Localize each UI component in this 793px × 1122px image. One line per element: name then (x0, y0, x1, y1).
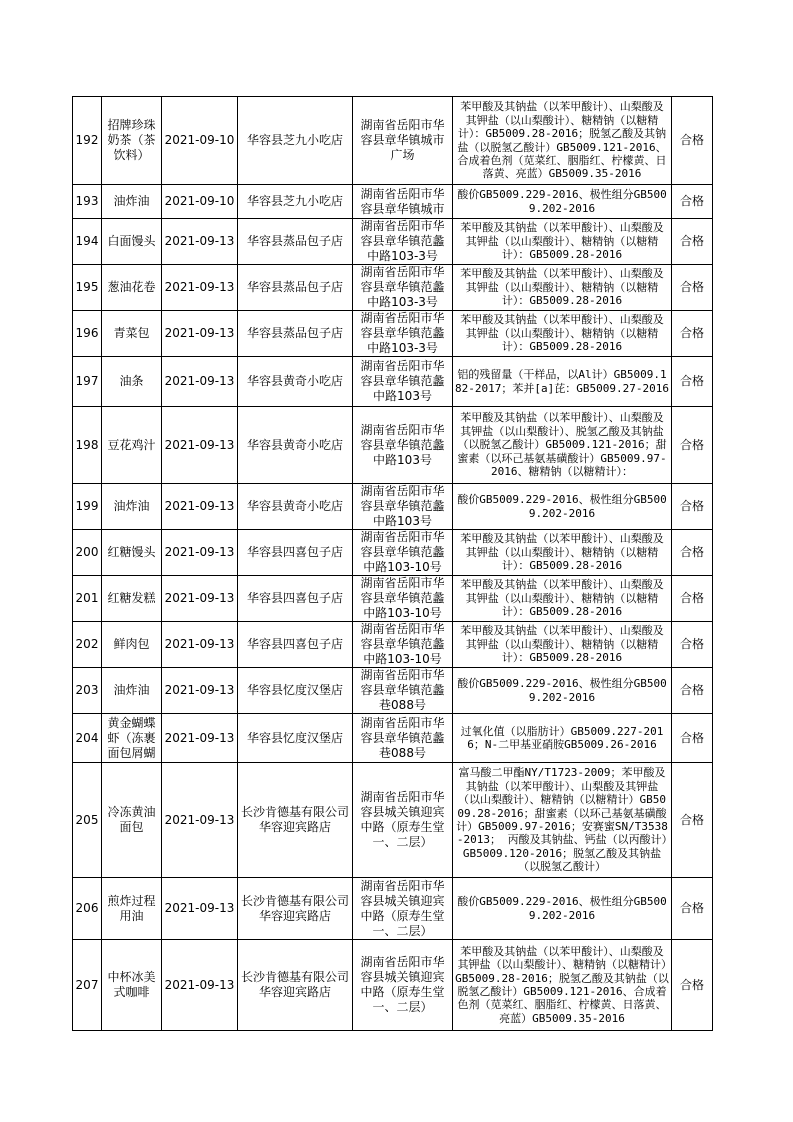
cell-result: 合格 (672, 878, 713, 940)
cell-result: 合格 (672, 576, 713, 622)
cell-shop: 长沙肯德基有限公司华容迎宾路店 (238, 878, 353, 940)
cell-no: 199 (73, 484, 102, 530)
cell-shop: 华容县蒸品包子店 (238, 265, 353, 311)
cell-product-name: 青菜包 (102, 311, 162, 357)
cell-shop: 长沙肯德基有限公司华容迎宾路店 (238, 940, 353, 1031)
table-row (73, 185, 713, 219)
cell-date: 2021-09-13 (162, 940, 238, 1031)
cell-no: 204 (73, 714, 102, 763)
cell-address: 湖南省岳阳市华容县章华镇城市广场 (353, 97, 453, 185)
table-row (73, 668, 713, 714)
cell-date: 2021-09-13 (162, 576, 238, 622)
cell-address: 湖南省岳阳市华容县章华镇范蠡中路103-3号 (353, 311, 453, 357)
cell-date: 2021-09-13 (162, 407, 238, 484)
cell-address: 湖南省岳阳市华容县章华镇范蠡中路103号 (353, 407, 453, 484)
cell-result: 合格 (672, 97, 713, 185)
cell-product-name: 红糖发糕 (102, 576, 162, 622)
cell-result: 合格 (672, 940, 713, 1031)
cell-result: 合格 (672, 265, 713, 311)
cell-result: 合格 (672, 530, 713, 576)
cell-result: 合格 (672, 668, 713, 714)
cell-shop: 华容县芝九小吃店 (238, 185, 353, 219)
cell-result: 合格 (672, 185, 713, 219)
table-row (73, 576, 713, 622)
cell-address: 湖南省岳阳市华容县章华镇范蠡中路103-10号 (353, 576, 453, 622)
cell-test-items: 苯甲酸及其钠盐（以苯甲酸计）、山梨酸及其钾盐（以山梨酸计）、脱氢乙酸及其钠盐（以脱氢乙酸计）GB5009.121-2016；甜蜜素（以环己基氨基磺酸计）GB5009.97-2016、糖精钠（以糖精计）： (453, 407, 672, 484)
cell-address: 湖南省岳阳市华容县城关镇迎宾中路（原寿生堂一、二层） (353, 763, 453, 878)
cell-product-name: 红糖馒头 (102, 530, 162, 576)
cell-shop: 华容县蒸品包子店 (238, 311, 353, 357)
table-body (73, 97, 713, 1031)
cell-result: 合格 (672, 763, 713, 878)
cell-test-items: 苯甲酸及其钠盐（以苯甲酸计）、山梨酸及其钾盐（以山梨酸计）、糖精钠（以糖精计）：GB5009.28-2016 (453, 530, 672, 576)
cell-date: 2021-09-13 (162, 484, 238, 530)
cell-address: 湖南省岳阳市华容县章华镇范蠡中路103-10号 (353, 622, 453, 668)
cell-test-items: 铝的残留量（干样品，以Al计）GB5009.182-2017；苯并[a]芘：GB5009.27-2016 (453, 357, 672, 407)
cell-shop: 华容县四喜包子店 (238, 622, 353, 668)
cell-no: 205 (73, 763, 102, 878)
cell-product-name: 鲜肉包 (102, 622, 162, 668)
cell-test-items: 苯甲酸及其钠盐（以苯甲酸计）、山梨酸及其钾盐（以山梨酸计）、糖精钠（以糖精计）：GB5009.28-2016；脱氢乙酸及其钠盐（以脱氢乙酸计）GB5009.121-2016、合成着色剂（苋菜红、胭脂红、柠檬黄、日落黄、亮蓝）GB5009.35-2016 (453, 97, 672, 185)
cell-address: 湖南省岳阳市华容县章华镇范蠡中路103号 (353, 357, 453, 407)
table-row (73, 622, 713, 668)
cell-product-name: 白面馒头 (102, 219, 162, 265)
table-row (73, 97, 713, 185)
cell-product-name: 中杯冰美式咖啡 (102, 940, 162, 1031)
document-page (72, 96, 712, 1031)
cell-product-name: 油炸油 (102, 484, 162, 530)
cell-shop: 华容县四喜包子店 (238, 530, 353, 576)
cell-date: 2021-09-13 (162, 530, 238, 576)
cell-shop: 华容县黄奇小吃店 (238, 484, 353, 530)
cell-address: 湖南省岳阳市华容县章华镇范蠡巷088号 (353, 714, 453, 763)
cell-result: 合格 (672, 311, 713, 357)
inspection-results-table (72, 96, 713, 1031)
cell-shop: 华容县黄奇小吃店 (238, 357, 353, 407)
cell-test-items: 苯甲酸及其钠盐（以苯甲酸计）、山梨酸及其钾盐（以山梨酸计）、糖精钠（以糖精计）：GB5009.28-2016 (453, 265, 672, 311)
cell-test-items: 苯甲酸及其钠盐（以苯甲酸计）、山梨酸及其钾盐（以山梨酸计）、糖精钠（以糖精计）：GB5009.28-2016 (453, 219, 672, 265)
cell-no: 194 (73, 219, 102, 265)
cell-address: 湖南省岳阳市华容县城关镇迎宾中路（原寿生堂一、二层） (353, 878, 453, 940)
cell-no: 201 (73, 576, 102, 622)
cell-result: 合格 (672, 357, 713, 407)
cell-test-items: 酸价GB5009.229-2016、极性组分GB5009.202-2016 (453, 484, 672, 530)
cell-test-items: 苯甲酸及其钠盐（以苯甲酸计）、山梨酸及其钾盐（以山梨酸计）、糖精钠（以糖精计）GB5009.28-2016；脱氢乙酸及其钠盐（以脱氢乙酸计）GB5009.121-2016、合成着色剂（苋菜红、胭脂红、柠檬黄、日落黄、亮蓝）GB5009.35-2016 (453, 940, 672, 1031)
table-row (73, 265, 713, 311)
table-row (73, 407, 713, 484)
cell-address: 湖南省岳阳市华容县章华镇范蠡中路103号 (353, 484, 453, 530)
cell-result: 合格 (672, 484, 713, 530)
cell-no: 202 (73, 622, 102, 668)
cell-result: 合格 (672, 622, 713, 668)
cell-no: 203 (73, 668, 102, 714)
cell-no: 196 (73, 311, 102, 357)
cell-date: 2021-09-13 (162, 357, 238, 407)
cell-shop: 华容县忆度汉堡店 (238, 668, 353, 714)
cell-shop: 华容县芝九小吃店 (238, 97, 353, 185)
cell-date: 2021-09-10 (162, 185, 238, 219)
cell-test-items: 酸价GB5009.229-2016、极性组分GB5009.202-2016 (453, 185, 672, 219)
cell-no: 192 (73, 97, 102, 185)
cell-date: 2021-09-13 (162, 265, 238, 311)
cell-test-items: 苯甲酸及其钠盐（以苯甲酸计）、山梨酸及其钾盐（以山梨酸计）、糖精钠（以糖精计）：GB5009.28-2016 (453, 622, 672, 668)
cell-result: 合格 (672, 714, 713, 763)
cell-address: 湖南省岳阳市华容县章华镇范蠡中路103-3号 (353, 265, 453, 311)
cell-no: 197 (73, 357, 102, 407)
cell-date: 2021-09-13 (162, 714, 238, 763)
cell-shop: 华容县四喜包子店 (238, 576, 353, 622)
cell-product-name: 油条 (102, 357, 162, 407)
cell-address: 湖南省岳阳市华容县章华镇范蠡中路103-3号 (353, 219, 453, 265)
cell-no: 198 (73, 407, 102, 484)
cell-product-name: 豆花鸡汁 (102, 407, 162, 484)
cell-no: 200 (73, 530, 102, 576)
cell-shop: 华容县黄奇小吃店 (238, 407, 353, 484)
table-row (73, 714, 713, 763)
cell-test-items: 酸价GB5009.229-2016、极性组分GB5009.202-2016 (453, 878, 672, 940)
cell-test-items: 酸价GB5009.229-2016、极性组分GB5009.202-2016 (453, 668, 672, 714)
table-row (73, 484, 713, 530)
cell-product-name: 黄金蝴蝶虾（冻裹面包屑蝴 (102, 714, 162, 763)
cell-product-name: 油炸油 (102, 668, 162, 714)
cell-product-name: 葱油花卷 (102, 265, 162, 311)
cell-date: 2021-09-13 (162, 622, 238, 668)
cell-test-items: 富马酸二甲酯NY/T1723-2009；苯甲酸及其钠盐（以苯甲酸计）、山梨酸及其钾盐（以山梨酸计）、糖精钠（以糖精计）GB5009.28-2016；甜蜜素（以环己基氨基磺酸计）GB5009.97-2016；安赛蜜SN/T3538-2013； 丙酸及其钠盐、钙盐（以丙酸计）GB5009.120-2016；脱氢乙酸及其钠盐（以脱氢乙酸计） (453, 763, 672, 878)
cell-test-items: 苯甲酸及其钠盐（以苯甲酸计）、山梨酸及其钾盐（以山梨酸计）、糖精钠（以糖精计）：GB5009.28-2016 (453, 311, 672, 357)
cell-no: 206 (73, 878, 102, 940)
cell-no: 193 (73, 185, 102, 219)
cell-address: 湖南省岳阳市华容县章华镇范蠡巷088号 (353, 668, 453, 714)
cell-test-items: 过氧化值（以脂肪计）GB5009.227-2016；N-二甲基亚硝胺GB5009.26-2016 (453, 714, 672, 763)
cell-date: 2021-09-13 (162, 219, 238, 265)
table-row (73, 311, 713, 357)
cell-shop: 华容县蒸品包子店 (238, 219, 353, 265)
cell-date: 2021-09-13 (162, 763, 238, 878)
table-row (73, 357, 713, 407)
cell-result: 合格 (672, 219, 713, 265)
cell-product-name: 冷冻黄油面包 (102, 763, 162, 878)
table-row (73, 219, 713, 265)
cell-product-name: 油炸油 (102, 185, 162, 219)
table-row (73, 878, 713, 940)
cell-address: 湖南省岳阳市华容县城关镇迎宾中路（原寿生堂一、二层） (353, 940, 453, 1031)
cell-date: 2021-09-10 (162, 97, 238, 185)
table-row (73, 763, 713, 878)
cell-no: 195 (73, 265, 102, 311)
cell-address: 湖南省岳阳市华容县章华镇城市 (353, 185, 453, 219)
cell-test-items: 苯甲酸及其钠盐（以苯甲酸计）、山梨酸及其钾盐（以山梨酸计）、糖精钠（以糖精计）：GB5009.28-2016 (453, 576, 672, 622)
cell-product-name: 煎炸过程用油 (102, 878, 162, 940)
cell-date: 2021-09-13 (162, 878, 238, 940)
cell-result: 合格 (672, 407, 713, 484)
cell-no: 207 (73, 940, 102, 1031)
table-row (73, 940, 713, 1031)
cell-date: 2021-09-13 (162, 668, 238, 714)
cell-shop: 华容县忆度汉堡店 (238, 714, 353, 763)
cell-date: 2021-09-13 (162, 311, 238, 357)
cell-product-name: 招牌珍珠奶茶（茶饮料） (102, 97, 162, 185)
cell-shop: 长沙肯德基有限公司华容迎宾路店 (238, 763, 353, 878)
cell-address: 湖南省岳阳市华容县章华镇范蠡中路103-10号 (353, 530, 453, 576)
table-row (73, 530, 713, 576)
